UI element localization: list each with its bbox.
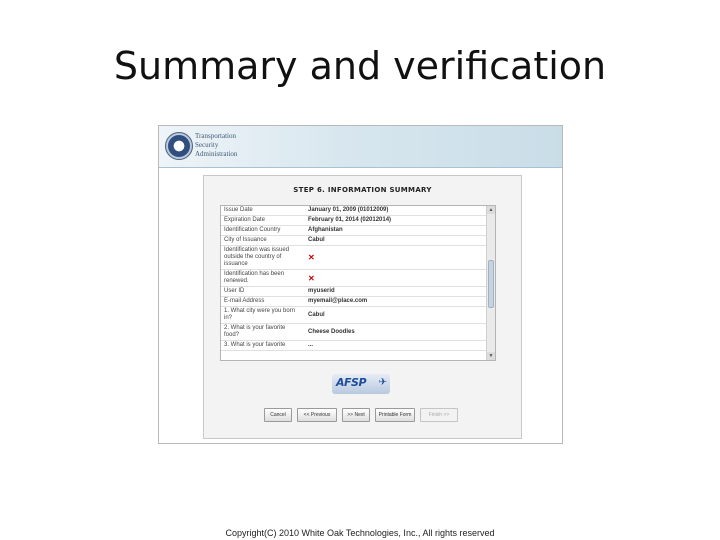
agency-name — [195, 132, 237, 159]
red-x-icon: ✕ — [308, 253, 315, 262]
row-label: 3. What is your favorite — [224, 342, 286, 348]
afsp-logo — [332, 374, 390, 394]
scroll-thumb[interactable] — [488, 260, 494, 308]
slide-title: Summary and verification — [113, 44, 607, 88]
row-value: myemail@place.com — [308, 298, 368, 304]
table-row — [221, 206, 487, 216]
scroll-up-icon[interactable]: ▲ — [488, 207, 494, 213]
agency-line: Security — [195, 141, 219, 149]
row-label: Issue Date — [224, 207, 253, 213]
previous-button[interactable]: << Previous — [297, 408, 337, 422]
row-value: Cabul — [308, 311, 325, 318]
row-label: User ID — [224, 288, 245, 294]
agency-banner — [159, 126, 562, 168]
vertical-scrollbar[interactable] — [486, 206, 495, 360]
row-value — [305, 270, 487, 286]
table-row — [221, 287, 487, 297]
row-value: Afghanistan — [308, 227, 343, 233]
row-label: City of Issuance — [224, 237, 267, 243]
table-row — [221, 270, 487, 287]
red-x-icon: ✕ — [308, 273, 315, 283]
airplane-icon: ✈ — [378, 377, 387, 388]
table-row — [221, 324, 487, 341]
row-label: E-mail Address — [224, 298, 265, 304]
row-value: Cabul — [308, 237, 325, 243]
row-label: Expiration Date — [224, 217, 266, 223]
row-value: ... — [308, 342, 314, 348]
table-row — [221, 341, 487, 351]
row-value: myuserid — [308, 288, 335, 294]
row-value: January 01, 2009 (01012009) — [308, 207, 389, 213]
row-label: Identification was issued outside the country of issuance — [224, 247, 290, 267]
row-label: Identification Country — [224, 227, 281, 233]
summary-rows — [221, 206, 487, 351]
row-label: 2. What is your favorite food? — [224, 325, 286, 338]
row-label: Identification has been renewed. — [224, 271, 285, 284]
table-row — [221, 216, 487, 226]
row-value: Cheese Doodles — [308, 328, 355, 335]
finish-button[interactable]: Finish >> — [420, 408, 458, 422]
table-row — [221, 297, 487, 307]
agency-line: Administration — [195, 150, 238, 158]
cancel-button[interactable]: Cancel — [264, 408, 292, 422]
table-row — [221, 246, 487, 270]
table-row — [221, 236, 487, 246]
next-button[interactable]: >> Next — [342, 408, 370, 422]
scroll-down-icon[interactable]: ▼ — [488, 353, 494, 359]
dhs-seal-icon — [165, 132, 193, 160]
row-value — [305, 246, 487, 269]
logo-text: AFSP — [336, 376, 367, 389]
copyright-footer: Copyright(C) 2010 White Oak Technologies, Inc., All rights reserved — [225, 528, 495, 538]
information-summary-panel — [203, 175, 522, 439]
table-row — [221, 226, 487, 236]
panel-title: STEP 6. INFORMATION SUMMARY — [293, 186, 432, 194]
row-label: 1. What city were you born in? — [224, 308, 296, 321]
wizard-button-bar — [264, 408, 464, 422]
printable-form-button[interactable]: Printable Form — [375, 408, 415, 422]
app-screenshot — [158, 125, 563, 444]
table-row — [221, 307, 487, 324]
agency-line: Transportation — [195, 132, 236, 140]
summary-table — [220, 205, 496, 361]
row-value: February 01, 2014 (02012014) — [308, 217, 392, 223]
